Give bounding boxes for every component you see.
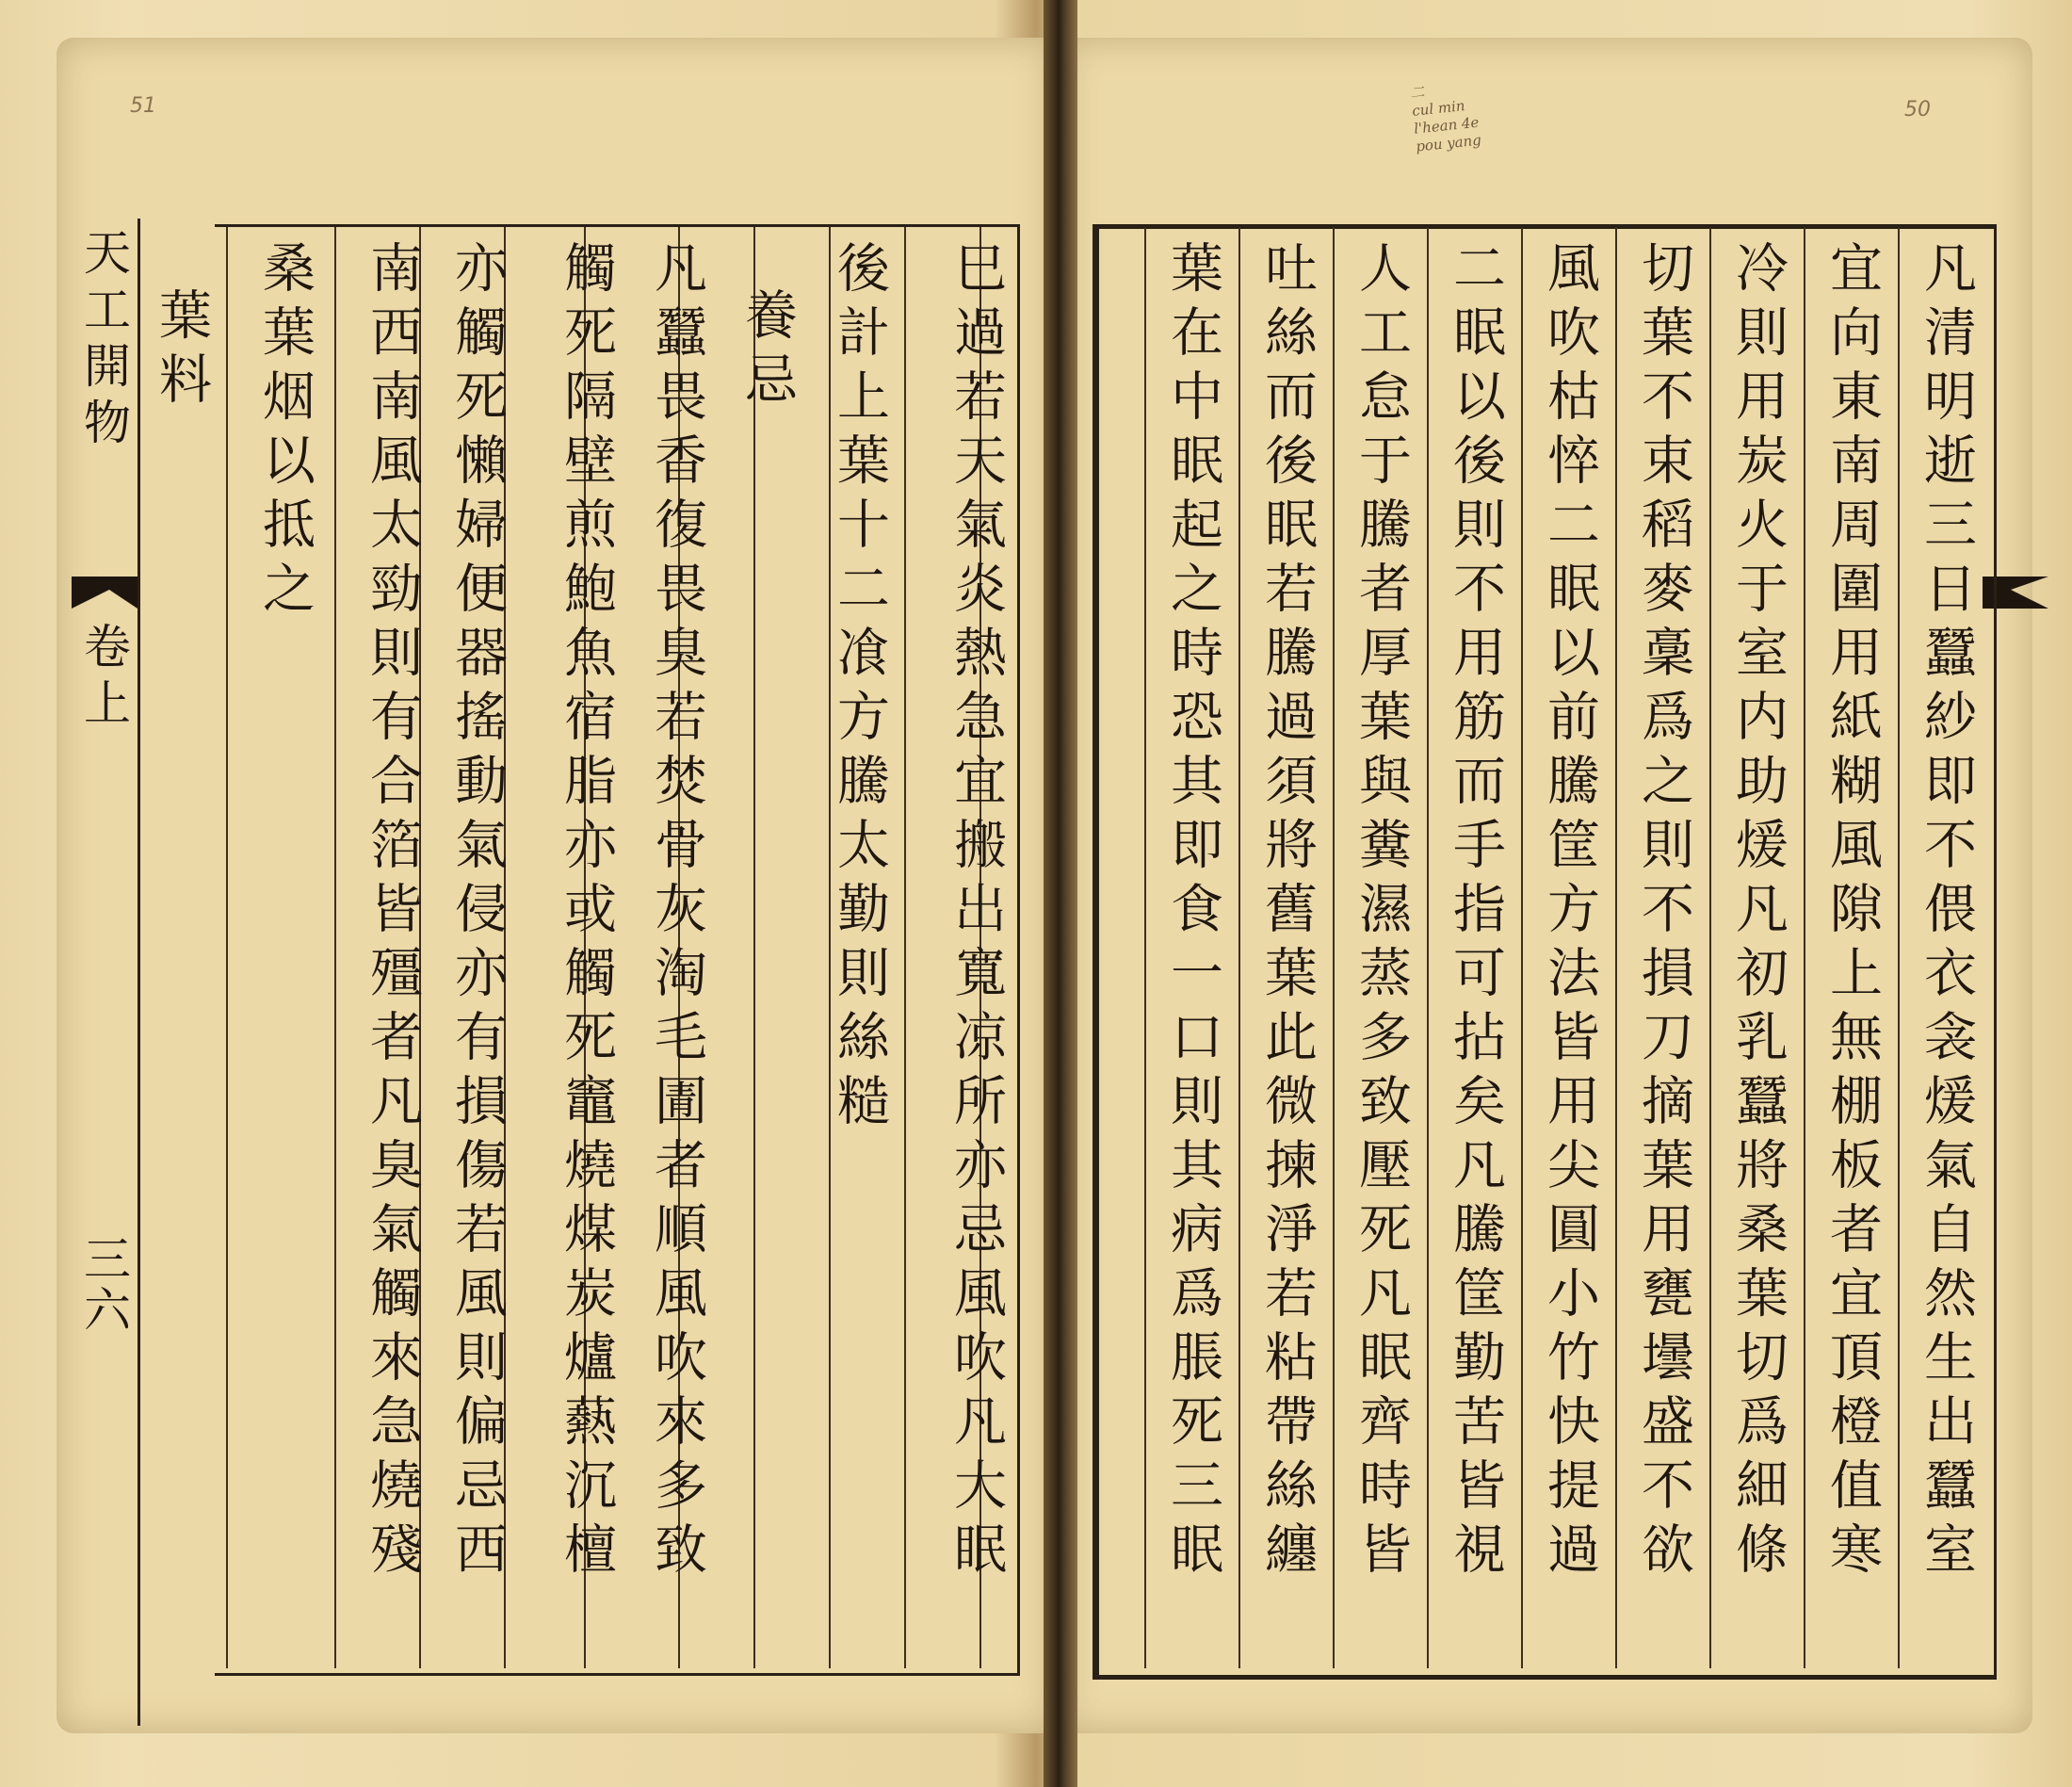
column-rule bbox=[904, 227, 906, 1668]
text-column: 宜向東南周圍用紙糊風隙上無棚板者宜頂橙值寒 bbox=[1821, 240, 1883, 1585]
text-column: 南西南風太勁則有合箔皆殭者凡臭氣觸來急燒殘 bbox=[362, 240, 423, 1585]
column-rule bbox=[753, 227, 755, 1668]
column-rule bbox=[1521, 227, 1523, 1668]
text-column: 吐絲而後眠若騰過須將舊葉此微揀淨若粘帶絲纏 bbox=[1256, 240, 1318, 1585]
column-rule bbox=[1898, 227, 1900, 1668]
column-rule bbox=[1804, 227, 1805, 1668]
volume-label: 卷上 bbox=[76, 622, 131, 735]
text-column: 後計上葉十二飡方騰太勤則絲糙 bbox=[829, 240, 890, 1137]
left-page-number: 51 bbox=[130, 94, 156, 118]
text-column: 冷則用炭火于室内助煖凡初乳蠶將桑葉切爲細條 bbox=[1727, 240, 1789, 1585]
text-column: 觸死隔壁煎鮑魚宿脂亦或觸死竈燒煤炭爐爇沉檀 bbox=[556, 240, 617, 1585]
right-page-number: 50 bbox=[1904, 98, 1931, 122]
text-column: 二眠以後則不用筋而手指可拈矣凡騰筐勤苦皆視 bbox=[1445, 240, 1506, 1585]
text-column: 風吹枯悴二眠以前騰筐方法皆用尖圓小竹快提過 bbox=[1539, 240, 1600, 1585]
column-rule bbox=[1615, 227, 1617, 1668]
column-rule bbox=[1238, 227, 1240, 1668]
text-column: 亦觸死懶婦便器搖動氣侵亦有損傷若風則偏忌西 bbox=[446, 240, 508, 1585]
column-rule bbox=[1709, 227, 1711, 1668]
fish-tail-icon bbox=[72, 577, 138, 609]
column-rule bbox=[1333, 227, 1335, 1668]
folio-number: 三六 bbox=[76, 1234, 131, 1336]
text-column: 桑葉烟以抵之 bbox=[254, 240, 316, 625]
text-column: 凡蠶畏香復畏臭若焚骨灰淘毛圊者順風吹來多致 bbox=[646, 240, 707, 1585]
text-column: 人工怠于騰者厚葉與糞濕蒸多致壓死凡眠齊時皆 bbox=[1351, 240, 1412, 1585]
text-column: 巳過若天氣炎熱急宜搬出寬凉所亦忌風吹凡大眠 bbox=[946, 240, 1007, 1585]
book-title: 天工開物 bbox=[76, 228, 131, 454]
handwritten-margin-note: 二 cul min l'hean 4e pou yang bbox=[1409, 83, 1482, 155]
text-column: 切葉不束稻麥稾爲之則不損刀摘葉用甕壜盛不欲 bbox=[1633, 240, 1694, 1585]
section-heading: 養忌 bbox=[737, 287, 798, 415]
column-rule bbox=[226, 227, 228, 1668]
text-column: 葉在中眠起之時恐其即食一口則其病爲脹死三眠 bbox=[1162, 240, 1223, 1585]
column-rule bbox=[1144, 227, 1146, 1668]
column-rule bbox=[334, 227, 336, 1668]
section-heading: 葉料 bbox=[151, 287, 212, 415]
book-spine bbox=[1044, 0, 1077, 1787]
text-column: 凡清明逝三日蠶紗即不偎衣衾煖氣自然生出蠶室 bbox=[1916, 240, 1977, 1585]
column-rule bbox=[1427, 227, 1429, 1668]
